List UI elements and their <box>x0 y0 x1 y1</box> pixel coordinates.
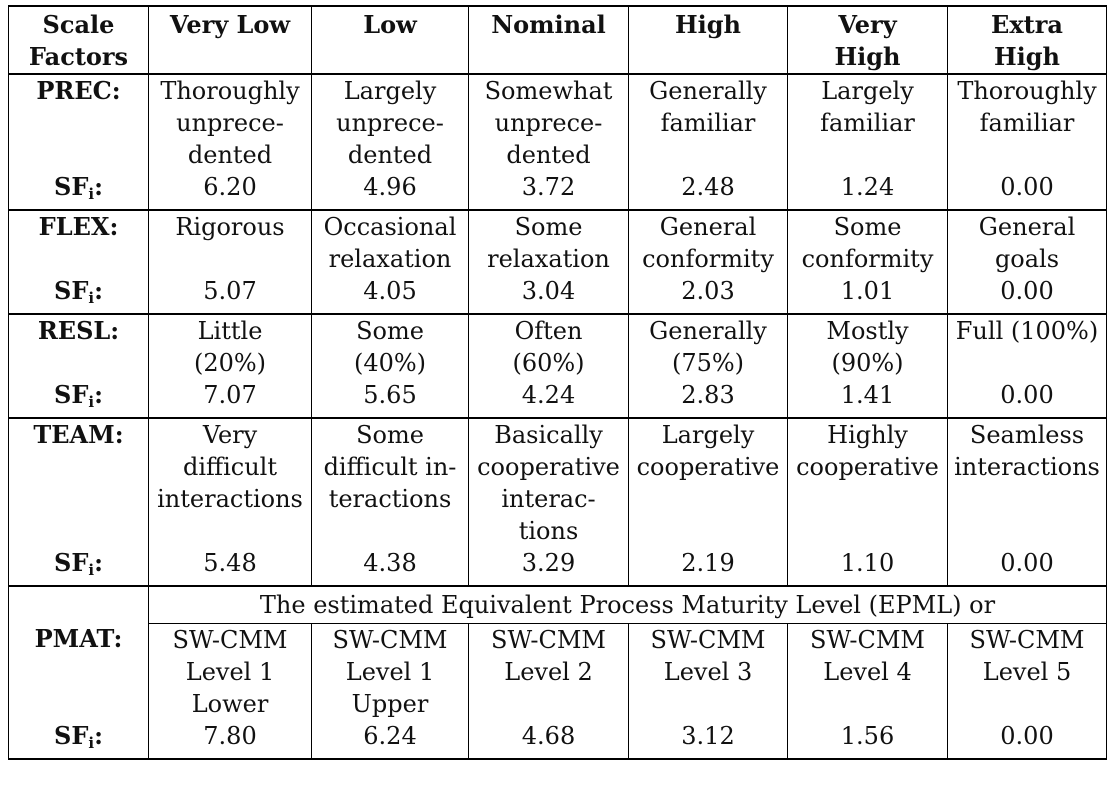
sf-value-row <box>9 379 1107 418</box>
sf-value-cell: 1.56 <box>788 720 948 759</box>
sf-value-cell: 2.83 <box>629 379 788 418</box>
factor-name: RESL: <box>9 314 149 379</box>
sf-value-cell: 6.20 <box>149 171 312 210</box>
sf-value-row <box>9 275 1107 314</box>
sf-value-cell: 1.01 <box>788 275 948 314</box>
sf-value-cell: 4.24 <box>469 379 629 418</box>
sf-value-cell: 0.00 <box>948 379 1107 418</box>
sf-value-cell: 3.04 <box>469 275 629 314</box>
sf-value-cell: 0.00 <box>948 275 1107 314</box>
sf-label: $SF_i$: <box>9 171 149 210</box>
description-cell: SW-CMM Level 3 <box>629 623 788 720</box>
description-cell: SW-CMM Level 2 <box>469 623 629 720</box>
sf-value-cell: 5.48 <box>149 547 312 586</box>
sf-value-cell: 1.41 <box>788 379 948 418</box>
scale-factors-table <box>8 5 1107 760</box>
description-row <box>9 74 1107 171</box>
description-cell: Seamless interactions <box>948 418 1107 547</box>
sf-value-cell: 3.72 <box>469 171 629 210</box>
sf-value-cell: 0.00 <box>948 171 1107 210</box>
sf-value-cell: 2.03 <box>629 275 788 314</box>
sf-value-row <box>9 547 1107 586</box>
factor-name: PMAT: <box>9 623 149 720</box>
factor-name: FLEX: <box>9 210 149 275</box>
description-cell: Somewhat unprece- dented <box>469 74 629 171</box>
description-cell: Generally familiar <box>629 74 788 171</box>
description-cell: Little (20%) <box>149 314 312 379</box>
factor-group-pmat <box>9 586 1107 759</box>
description-cell: SW-CMM Level 1 Upper <box>312 623 469 720</box>
sf-value-cell: 7.80 <box>149 720 312 759</box>
sf-value-cell: 2.48 <box>629 171 788 210</box>
sf-label: $SF_i$: <box>9 720 149 759</box>
sf-value-cell: 6.24 <box>312 720 469 759</box>
sf-value-cell: 4.05 <box>312 275 469 314</box>
sf-value-cell: 0.00 <box>948 720 1107 759</box>
description-cell: Highly cooperative <box>788 418 948 547</box>
sf-value-cell: 3.29 <box>469 547 629 586</box>
header-scale-factors: Scale Factors <box>9 6 149 74</box>
description-cell: Largely cooperative <box>629 418 788 547</box>
factor-group-flex <box>9 210 1107 314</box>
factor-name: PREC: <box>9 74 149 171</box>
description-cell: SW-CMM Level 5 <box>948 623 1107 720</box>
factor-group-resl <box>9 314 1107 418</box>
sf-label: $SF_i$: <box>9 379 149 418</box>
description-cell: Largely unprece- dented <box>312 74 469 171</box>
sf-label: $SF_i$: <box>9 547 149 586</box>
description-cell: SW-CMM Level 4 <box>788 623 948 720</box>
description-cell: Basically cooperative interac- tions <box>469 418 629 547</box>
description-cell: Full (100%) <box>948 314 1107 379</box>
sf-value-cell: 2.19 <box>629 547 788 586</box>
description-cell: Thoroughly familiar <box>948 74 1107 171</box>
header-level-nominal: Nominal <box>469 6 629 74</box>
header-level-high: High <box>629 6 788 74</box>
factor-group-team <box>9 418 1107 586</box>
pmat-note-spacer <box>9 586 149 623</box>
description-cell: Mostly (90%) <box>788 314 948 379</box>
description-cell: Very difficult interactions <box>149 418 312 547</box>
description-row <box>9 210 1107 275</box>
sf-value-cell: 1.24 <box>788 171 948 210</box>
description-cell: Often (60%) <box>469 314 629 379</box>
sf-value-cell: 4.38 <box>312 547 469 586</box>
description-cell: Some difficult in- teractions <box>312 418 469 547</box>
sf-value-cell: 3.12 <box>629 720 788 759</box>
header-level-extra-high: Extra High <box>948 6 1107 74</box>
description-cell: Some (40%) <box>312 314 469 379</box>
header-level-very-low: Very Low <box>149 6 312 74</box>
description-cell: Generally (75%) <box>629 314 788 379</box>
description-cell: Some conformity <box>788 210 948 275</box>
description-cell: Thoroughly unprece- dented <box>149 74 312 171</box>
sf-value-cell: 4.68 <box>469 720 629 759</box>
header-level-very-high: Very High <box>788 6 948 74</box>
description-cell: Some relaxation <box>469 210 629 275</box>
sf-value-cell: 5.07 <box>149 275 312 314</box>
description-cell: General conformity <box>629 210 788 275</box>
sf-value-cell: 4.96 <box>312 171 469 210</box>
factor-name: TEAM: <box>9 418 149 547</box>
sf-value-row <box>9 720 1107 759</box>
pmat-note: The estimated Equivalent Process Maturity Level (EPML) or <box>149 586 1107 623</box>
sf-value-cell: 7.07 <box>149 379 312 418</box>
description-row <box>9 314 1107 379</box>
sf-label: $SF_i$: <box>9 275 149 314</box>
description-row <box>9 418 1107 547</box>
description-cell: General goals <box>948 210 1107 275</box>
header-level-low: Low <box>312 6 469 74</box>
factor-group-prec <box>9 74 1107 210</box>
description-cell: Rigorous <box>149 210 312 275</box>
description-cell: Largely familiar <box>788 74 948 171</box>
sf-value-cell: 5.65 <box>312 379 469 418</box>
header-row <box>9 6 1107 74</box>
pmat-note-row <box>9 586 1107 623</box>
description-row <box>9 623 1107 720</box>
description-cell: SW-CMM Level 1 Lower <box>149 623 312 720</box>
description-cell: Occasional relaxation <box>312 210 469 275</box>
sf-value-cell: 1.10 <box>788 547 948 586</box>
sf-value-cell: 0.00 <box>948 547 1107 586</box>
sf-value-row <box>9 171 1107 210</box>
